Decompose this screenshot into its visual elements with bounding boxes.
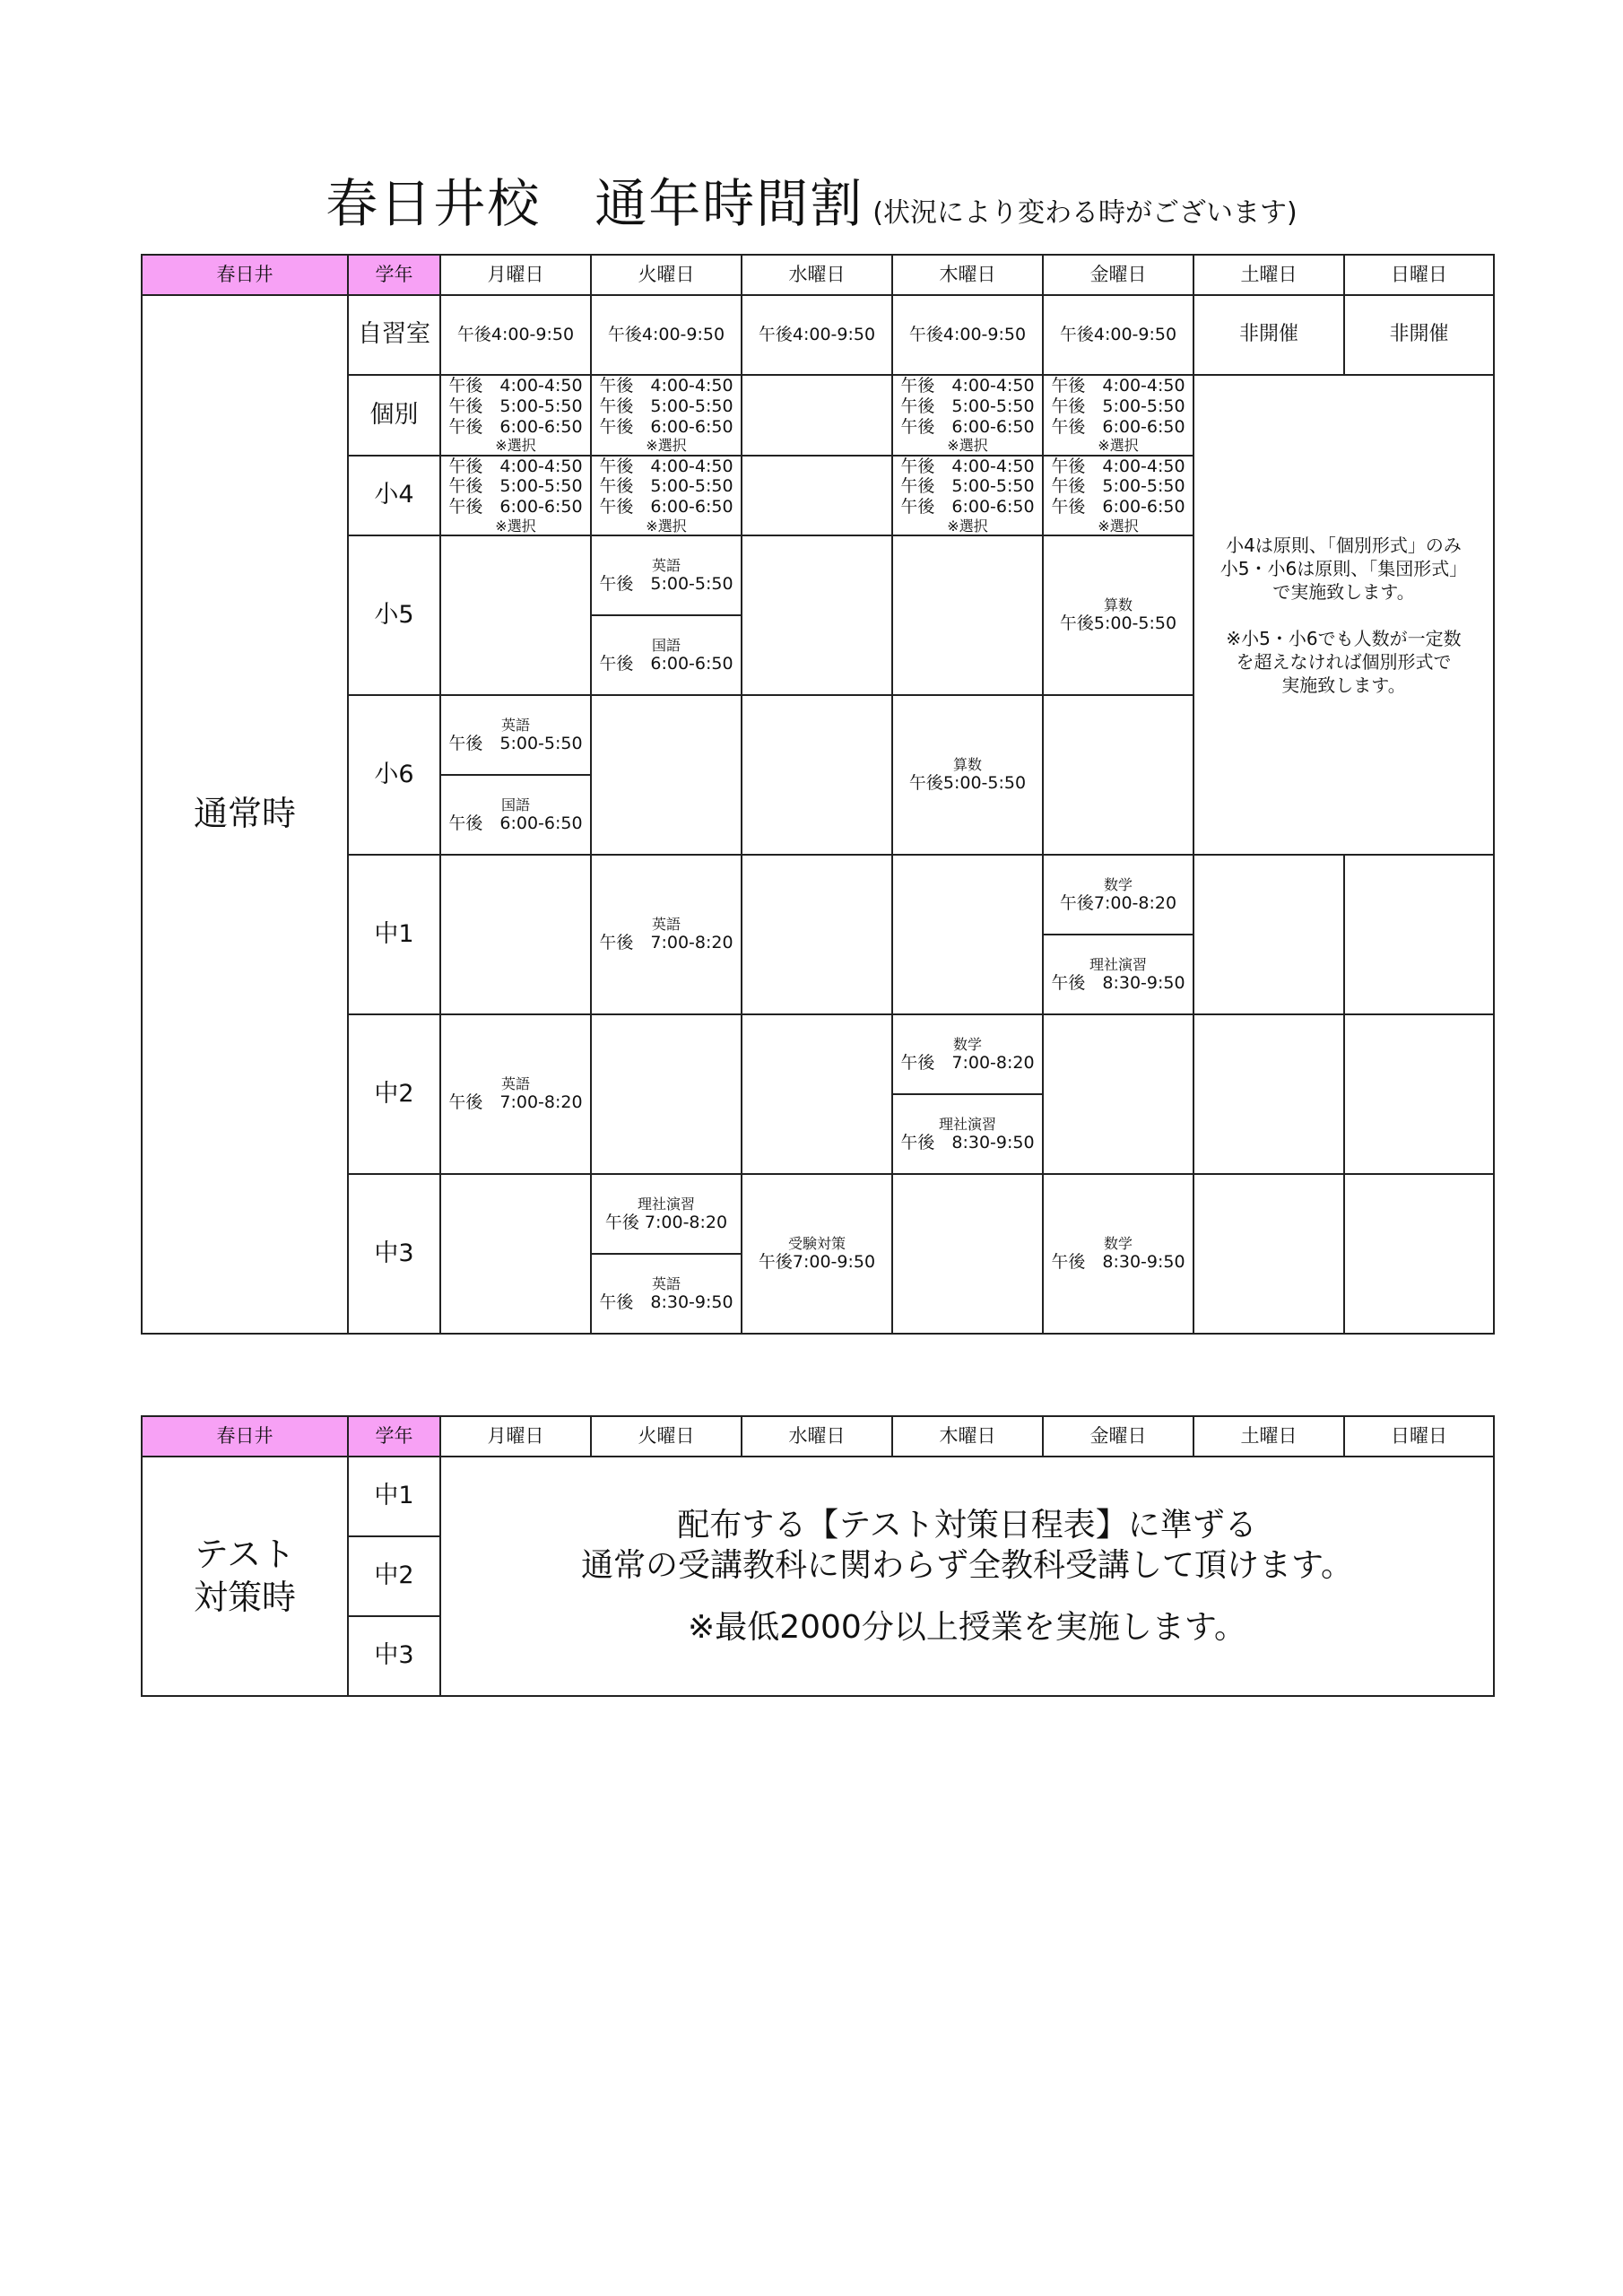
slot-line: 午後 6:00-6:50 — [599, 497, 733, 517]
time: 午後 8:30-9:50 — [599, 1292, 733, 1312]
subject: 算数 — [952, 756, 982, 774]
subject: 数学 — [1103, 1235, 1133, 1253]
cell-chu2-thu-2 — [892, 1094, 1043, 1174]
slot-line: 午後 5:00-5:50 — [1051, 476, 1185, 497]
title-sub: (状況により変わる時がございます) — [872, 197, 1298, 229]
cell-sho6-mon-2 — [440, 775, 591, 855]
subject: 数学 — [952, 1035, 982, 1053]
slot-line: 午後 5:00-5:50 — [900, 476, 1035, 497]
cell-sho4-wed — [742, 456, 892, 536]
slot-line: 午後 5:00-5:50 — [599, 476, 733, 497]
test-message — [440, 1457, 1494, 1696]
cell-jishu-mon: 午後4:00-9:50 — [440, 295, 591, 375]
cell-sho5-fri — [1043, 535, 1193, 695]
cell-sho6-mon-1 — [440, 695, 591, 775]
slot-line: 午後 6:00-6:50 — [1051, 497, 1185, 517]
note-line: 小4は原則、「個別形式」のみ — [1226, 534, 1462, 556]
grade-test-chu1: 中1 — [348, 1457, 440, 1536]
slot-line: 午後 5:00-5:50 — [448, 396, 583, 416]
time: 午後7:00-8:20 — [1059, 892, 1177, 913]
slot-line: 午後 5:00-5:50 — [1051, 396, 1185, 416]
slot-select-note: ※選択 — [947, 517, 988, 535]
cell-sho5-tue-1 — [591, 535, 742, 615]
header-day-thu: 木曜日 — [892, 255, 1043, 295]
header-day-sat: 土曜日 — [1193, 255, 1344, 295]
subject: 英語 — [651, 556, 681, 574]
cell-chu2-wed — [742, 1014, 892, 1174]
cell-jishu-fri: 午後4:00-9:50 — [1043, 295, 1193, 375]
slot-line: 午後 5:00-5:50 — [599, 396, 733, 416]
test-message-line: 通常の受講教科に関わらず全教科受講して頂けます。 — [580, 1547, 1354, 1584]
subject: 理社演習 — [1089, 955, 1147, 973]
row-jishu — [142, 295, 1494, 375]
time: 午後 8:30-9:50 — [900, 1132, 1035, 1152]
header-row — [142, 255, 1494, 295]
section-regular: 通常時 — [142, 295, 348, 1334]
header-school: 春日井 — [142, 255, 348, 295]
grade-sho5: 小5 — [348, 535, 440, 695]
slot-select-note: ※選択 — [495, 437, 536, 455]
slot-select-note: ※選択 — [1098, 517, 1139, 535]
time: 午後 6:00-6:50 — [448, 813, 583, 833]
cell-jishu-sun: 非開催 — [1344, 295, 1494, 375]
cell-sho6-thu — [892, 695, 1043, 855]
cell-sho6-fri — [1043, 695, 1193, 855]
test-message-line: ※最低2000分以上授業を実施します。 — [688, 1609, 1246, 1646]
slot-line: 午後 6:00-6:50 — [599, 416, 733, 437]
cell-kobetsu-wed — [742, 375, 892, 456]
format-note — [1193, 375, 1494, 855]
grade-test-chu3: 中3 — [348, 1616, 440, 1696]
section-test-line: テスト — [194, 1535, 296, 1574]
slot-line: 午後 6:00-6:50 — [448, 497, 583, 517]
grade-sho4: 小4 — [348, 456, 440, 536]
slot-line: 午後 6:00-6:50 — [900, 497, 1035, 517]
cell-kobetsu-thu — [892, 375, 1043, 456]
subject: 受験対策 — [787, 1235, 846, 1253]
header-day-thu: 木曜日 — [892, 1416, 1043, 1457]
cell-kobetsu-mon — [440, 375, 591, 456]
cell-chu1-fri-2 — [1043, 935, 1193, 1014]
note-line: 小5・小6は原則、「集団形式」 — [1219, 557, 1468, 579]
cell-chu3-thu — [892, 1174, 1043, 1334]
cell-chu2-fri — [1043, 1014, 1193, 1174]
header-day-tue: 火曜日 — [591, 255, 742, 295]
note-line: 実施致します。 — [1281, 674, 1406, 696]
subject: 国語 — [651, 636, 681, 654]
cell-sho5-tue-2 — [591, 615, 742, 695]
time: 午後 7:00-8:20 — [900, 1052, 1035, 1073]
cell-sho4-tue — [591, 456, 742, 536]
cell-chu3-sun — [1344, 1174, 1494, 1334]
cell-kobetsu-tue — [591, 375, 742, 456]
cell-sho4-thu — [892, 456, 1043, 536]
header-row — [142, 1416, 1494, 1457]
cell-chu3-tue-2 — [591, 1254, 742, 1334]
subject: 理社演習 — [637, 1195, 695, 1213]
cell-jishu-wed: 午後4:00-9:50 — [742, 295, 892, 375]
cell-sho5-mon — [440, 535, 591, 695]
slot-select-note: ※選択 — [495, 517, 536, 535]
header-grade: 学年 — [348, 255, 440, 295]
slot-line: 午後 4:00-4:50 — [1051, 456, 1185, 476]
page-title — [0, 161, 1623, 237]
slot-select-note: ※選択 — [646, 517, 687, 535]
slot-select-note: ※選択 — [947, 437, 988, 455]
subject: 英語 — [651, 1274, 681, 1292]
header-day-sun: 日曜日 — [1344, 255, 1494, 295]
time: 午後 6:00-6:50 — [599, 653, 733, 674]
subject: 英語 — [500, 716, 530, 734]
test-timetable — [141, 1415, 1495, 1697]
slot-line: 午後 6:00-6:50 — [448, 416, 583, 437]
header-grade: 学年 — [348, 1416, 440, 1457]
slot-line: 午後 4:00-4:50 — [448, 376, 583, 396]
subject: 英語 — [651, 916, 681, 934]
slot-line: 午後 4:00-4:50 — [1051, 376, 1185, 396]
slot-line: 午後 4:00-4:50 — [599, 376, 733, 396]
slot-line: 午後 6:00-6:50 — [900, 416, 1035, 437]
header-school: 春日井 — [142, 1416, 348, 1457]
cell-chu1-thu — [892, 855, 1043, 1014]
subject: 数学 — [1103, 875, 1133, 893]
grade-test-chu2: 中2 — [348, 1536, 440, 1616]
time: 午後 7:00-8:20 — [448, 1092, 583, 1113]
header-day-sat: 土曜日 — [1193, 1416, 1344, 1457]
test-message-line: 配布する【テスト対策日程表】に準ずる — [677, 1507, 1257, 1544]
cell-sho5-wed — [742, 535, 892, 695]
time: 午後 7:00-8:20 — [604, 1212, 728, 1232]
header-day-wed: 水曜日 — [742, 1416, 892, 1457]
cell-chu3-fri — [1043, 1174, 1193, 1334]
cell-chu1-sun — [1344, 855, 1494, 1014]
grade-kobetsu: 個別 — [348, 375, 440, 456]
subject: 算数 — [1103, 596, 1133, 614]
cell-chu3-tue-1 — [591, 1174, 742, 1254]
cell-chu3-sat — [1193, 1174, 1344, 1334]
note-spacer — [1194, 604, 1493, 627]
slot-line: 午後 4:00-4:50 — [900, 376, 1035, 396]
time: 午後 5:00-5:50 — [448, 733, 583, 753]
cell-sho6-tue — [591, 695, 742, 855]
cell-chu2-sat — [1193, 1014, 1344, 1174]
cell-sho5-thu — [892, 535, 1043, 695]
slot-line: 午後 4:00-4:50 — [900, 456, 1035, 476]
note-line: ※小5・小6でも人数が一定数 — [1226, 627, 1462, 649]
slot-select-note: ※選択 — [646, 437, 687, 455]
slot-line: 午後 4:00-4:50 — [599, 456, 733, 476]
cell-chu1-sat — [1193, 855, 1344, 1014]
row-test-chu1 — [142, 1457, 1494, 1536]
cell-kobetsu-fri — [1043, 375, 1193, 456]
note-line: を超えなければ個別形式で — [1236, 650, 1452, 673]
slot-line: 午後 5:00-5:50 — [448, 476, 583, 497]
subject: 英語 — [500, 1075, 530, 1093]
cell-chu1-mon — [440, 855, 591, 1014]
cell-chu3-mon — [440, 1174, 591, 1334]
slot-select-note: ※選択 — [1098, 437, 1139, 455]
time: 午後 8:30-9:50 — [1051, 1252, 1185, 1273]
header-day-mon: 月曜日 — [440, 1416, 591, 1457]
grade-jishu: 自習室 — [348, 295, 440, 375]
cell-sho4-fri — [1043, 456, 1193, 536]
header-day-sun: 日曜日 — [1344, 1416, 1494, 1457]
subject: 理社演習 — [938, 1115, 996, 1133]
cell-chu2-tue — [591, 1014, 742, 1174]
cell-chu1-fri-1 — [1043, 855, 1193, 935]
cell-jishu-sat: 非開催 — [1193, 295, 1344, 375]
cell-chu1-tue — [591, 855, 742, 1014]
section-test — [142, 1457, 348, 1696]
header-day-mon: 月曜日 — [440, 255, 591, 295]
cell-sho4-mon — [440, 456, 591, 536]
slot-line: 午後 4:00-4:50 — [448, 456, 583, 476]
cell-chu3-wed — [742, 1174, 892, 1334]
header-day-wed: 水曜日 — [742, 255, 892, 295]
time: 午後 8:30-9:50 — [1051, 972, 1185, 993]
time: 午後 5:00-5:50 — [599, 573, 733, 594]
time: 午後 7:00-8:20 — [599, 933, 733, 953]
cell-chu1-wed — [742, 855, 892, 1014]
time: 午後5:00-5:50 — [1059, 613, 1177, 634]
section-test-line: 対策時 — [193, 1577, 296, 1617]
grade-chu2: 中2 — [348, 1014, 440, 1174]
note-line: で実施致します。 — [1272, 580, 1415, 603]
grade-sho6: 小6 — [348, 695, 440, 855]
cell-chu2-mon — [440, 1014, 591, 1174]
test-message-spacer — [441, 1586, 1493, 1607]
cell-jishu-tue: 午後4:00-9:50 — [591, 295, 742, 375]
regular-timetable — [141, 254, 1495, 1335]
header-day-fri: 金曜日 — [1043, 255, 1193, 295]
slot-line: 午後 5:00-5:50 — [900, 396, 1035, 416]
time: 午後5:00-5:50 — [908, 773, 1027, 794]
grade-chu1: 中1 — [348, 855, 440, 1014]
cell-chu2-thu-1 — [892, 1014, 1043, 1094]
cell-chu2-sun — [1344, 1014, 1494, 1174]
slot-line: 午後 6:00-6:50 — [1051, 416, 1185, 437]
header-day-tue: 火曜日 — [591, 1416, 742, 1457]
time: 午後7:00-9:50 — [758, 1252, 876, 1273]
header-day-fri: 金曜日 — [1043, 1416, 1193, 1457]
subject: 国語 — [500, 796, 530, 813]
cell-jishu-thu: 午後4:00-9:50 — [892, 295, 1043, 375]
grade-chu3: 中3 — [348, 1174, 440, 1334]
title-main: 春日井校 通年時間割 — [325, 173, 864, 234]
cell-sho6-wed — [742, 695, 892, 855]
